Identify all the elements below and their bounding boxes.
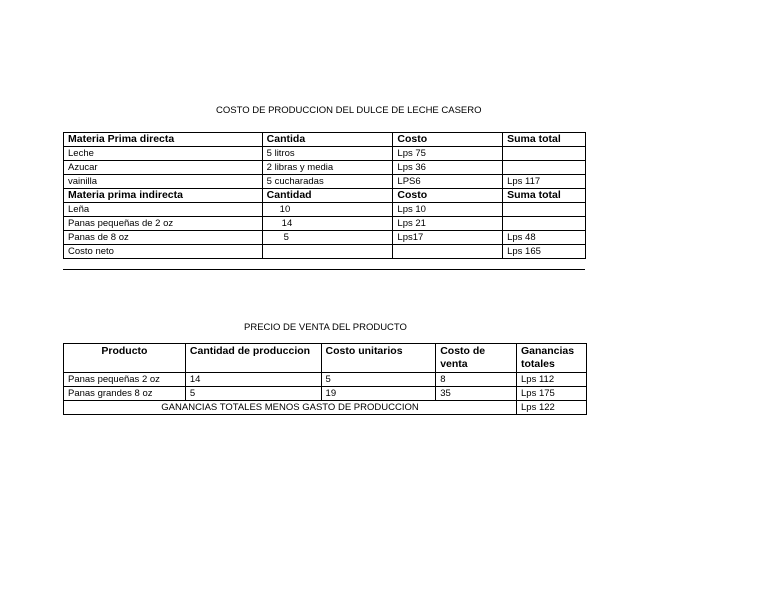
table-cell: vainilla: [64, 175, 263, 189]
header-cell: Costo unitarios: [321, 344, 436, 373]
table-cell: 8: [436, 373, 517, 387]
table-cell: Lps 117: [503, 175, 586, 189]
profit-footer-value: Lps 122: [517, 401, 587, 415]
table-row: [64, 147, 586, 161]
header-cell: Cantida: [262, 133, 393, 147]
table-cell: 14: [185, 373, 321, 387]
table-cell: Panas pequeñas de 2 oz: [64, 217, 263, 231]
header-cell: Costo: [393, 133, 503, 147]
table-cell: Leche: [64, 147, 263, 161]
table-row: [64, 373, 587, 387]
indirect-header-row: [64, 189, 586, 203]
table-cell: Lps 112: [517, 373, 587, 387]
table-cell: Lps17: [393, 231, 503, 245]
table-cell: [393, 245, 503, 259]
table-cell: Panas grandes 8 oz: [64, 387, 186, 401]
header-cell: Materia Prima directa: [64, 133, 263, 147]
direct-header-row: [64, 133, 586, 147]
net-cost-label: Costo neto: [64, 245, 263, 259]
table-row: [64, 387, 587, 401]
divider-line: [63, 269, 585, 270]
table-cell: Lps 48: [503, 231, 586, 245]
table-cell: Leña: [64, 203, 263, 217]
table-row: [64, 161, 586, 175]
table-cell: 35: [436, 387, 517, 401]
table-cell: Lps 75: [393, 147, 503, 161]
table-cell: Panas de 8 oz: [64, 231, 263, 245]
table-row: [64, 175, 586, 189]
header-cell: Materia prima indirecta: [64, 189, 263, 203]
sale-header-row: [64, 344, 587, 373]
net-cost-value: Lps 165: [503, 245, 586, 259]
header-cell: Suma total: [503, 133, 586, 147]
header-cell: Costo de venta: [436, 344, 517, 373]
table-cell: 5 litros: [262, 147, 393, 161]
table-row: [64, 203, 586, 217]
table-cell: Lps 21: [393, 217, 503, 231]
table-cell: Azucar: [64, 161, 263, 175]
table-cell: Panas pequeñas 2 oz: [64, 373, 186, 387]
profit-footer-label: GANANCIAS TOTALES MENOS GASTO DE PRODUCCION: [64, 401, 517, 415]
table-cell: [262, 245, 393, 259]
table-cell: 2 libras y media: [262, 161, 393, 175]
table-cell: [503, 147, 586, 161]
table-cell: LPS6: [393, 175, 503, 189]
profit-footer-row: [64, 401, 587, 415]
table-cell: Lps 36: [393, 161, 503, 175]
header-cell: Producto: [64, 344, 186, 373]
production-cost-title: COSTO DE PRODUCCION DEL DULCE DE LECHE CASERO: [216, 105, 482, 116]
sale-price-title: PRECIO DE VENTA DEL PRODUCTO: [244, 322, 407, 333]
table-cell: Lps 10: [393, 203, 503, 217]
table-cell: [503, 203, 586, 217]
table-row: [64, 217, 586, 231]
table-cell: 5: [321, 373, 436, 387]
header-cell: Cantidad: [262, 189, 393, 203]
sale-price-table: [63, 343, 587, 415]
table-row: [64, 231, 586, 245]
header-cell: Costo: [393, 189, 503, 203]
table-cell: 5 cucharadas: [262, 175, 393, 189]
table-cell: 10: [262, 203, 393, 217]
table-cell: 5: [185, 387, 321, 401]
table-cell: Lps 175: [517, 387, 587, 401]
table-cell: [503, 161, 586, 175]
header-cell: Suma total: [503, 189, 586, 203]
table-cell: 19: [321, 387, 436, 401]
header-cell: Cantidad de produccion: [185, 344, 321, 373]
table-cell: 14: [262, 217, 393, 231]
net-cost-row: [64, 245, 586, 259]
header-cell: Ganancias totales: [517, 344, 587, 373]
production-cost-table: [63, 132, 586, 259]
table-cell: 5: [262, 231, 393, 245]
table-cell: [503, 217, 586, 231]
